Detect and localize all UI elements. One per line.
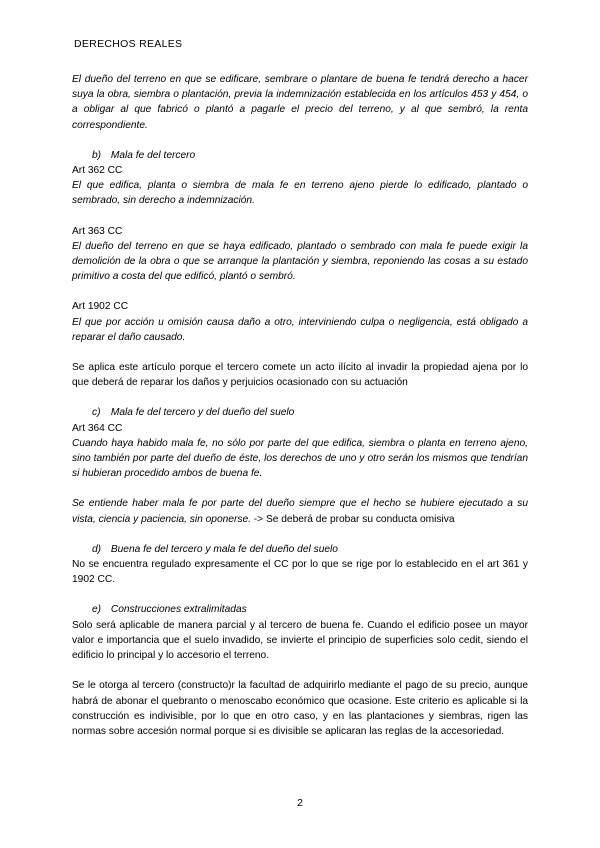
section-d-label: d) xyxy=(92,543,102,555)
art362-text: El que edifica, planta o siembra de mala fe en terreno ajeno pierde lo edificado, plantado o sembrado, sin derecho a indemnización. xyxy=(72,180,528,207)
page-body xyxy=(72,72,528,739)
art1902-comment: Se aplica este artículo porque el tercero comete un acto ilícito al invadir la propiedad ajena por lo que deberá de reparar los daños y perjuicios ocasionado con su actuación xyxy=(72,362,528,389)
page-header: DERECHOS REALES xyxy=(74,38,183,50)
section-c-note-plain: -> Se deberá de probar su conducta omisiva xyxy=(250,513,455,525)
art1902-reference: Art 1902 CC xyxy=(72,301,129,313)
section-c-title: Mala fe del tercero y del dueño del suelo xyxy=(110,407,295,419)
art362-reference: Art 362 CC xyxy=(72,165,123,177)
art363-text: El dueño del terreno en que se haya edificado, plantado o sembrado con mala fe puede exigir la demolición de la obra o que se arranque la plantación y siembra, reponiendo las cosas a su estado primitivo a costa del que edificó, plantó o sembró. xyxy=(72,240,528,283)
section-e-label: e) xyxy=(92,604,102,616)
art364-reference: Art 364 CC xyxy=(72,422,123,434)
art363-reference: Art 363 CC xyxy=(72,225,123,237)
section-e-text-1: Solo será aplicable de manera parcial y al tercero de buena fe. Cuando el edificio posee un mayor valor e importancia que el suelo invadido, se invierte el principio de superficies solo cedit, siendo el edificio lo principal y lo accesorio el terreno. xyxy=(72,619,528,662)
intro-paragraph: El dueño del terreno en que se edificare, sembrare o plantare de buena fe tendrá derecho a hacer suya la obra, siembra o plantación, previa la indemnización establecida en los artículos 453 y 454, o a obligar al que fabricó o plantó a pagarle el precio del terreno, y al que sembró, la renta correspondiente. xyxy=(72,74,528,131)
section-d-title: Buena fe del tercero y mala fe del dueño del suelo xyxy=(110,543,338,555)
section-e-heading xyxy=(72,602,528,617)
section-e-title: Construcciones extralimitadas xyxy=(110,604,247,616)
art1902-text: El que por acción u omisión causa daño a otro, interviniendo culpa o negligencia, está obligado a reparar el daño causado. xyxy=(72,316,528,343)
art364-text: Cuando haya habido mala fe, no sólo por parte del que edifica, siembra o planta en terreno ajeno, sino también por parte del dueño de éste, los derechos de uno y otro serán los mismos que tendrían si hubieran procedido ambos de buena fe. xyxy=(72,437,528,480)
section-d-heading xyxy=(72,542,528,557)
section-c-label: c) xyxy=(92,407,101,419)
section-c-note-italic: Se entiende haber mala fe por parte del dueño siempre que el hecho se hubiere ejecutado a su vista, ciencia y paciencia, sin oponerse. xyxy=(72,498,528,525)
section-e-text-2: Se le otorga al tercero (constructo)r la facultad de adquirirlo mediante el pago de su precio, aunque habrá de abonar el quebranto o menoscabo económico que ocasione. Este criterio es aplicable si la construcción es indivisible, por lo que en otro caso, y en las plantaciones y siembras, rigen las normas sobre accesión normal porque si es divisible se aplicaran las reglas de la accesoriedad. xyxy=(72,680,528,737)
section-b-title: Mala fe del tercero xyxy=(110,149,196,161)
section-c-note xyxy=(72,496,528,526)
section-c-heading xyxy=(72,405,528,420)
page-number: 2 xyxy=(297,797,303,809)
section-b-label: b) xyxy=(92,149,102,161)
section-b-heading xyxy=(72,148,528,163)
section-d-text: No se encuentra regulado expresamente el CC por lo que se rige por lo establecido en el art 361 y 1902 CC. xyxy=(72,559,528,586)
